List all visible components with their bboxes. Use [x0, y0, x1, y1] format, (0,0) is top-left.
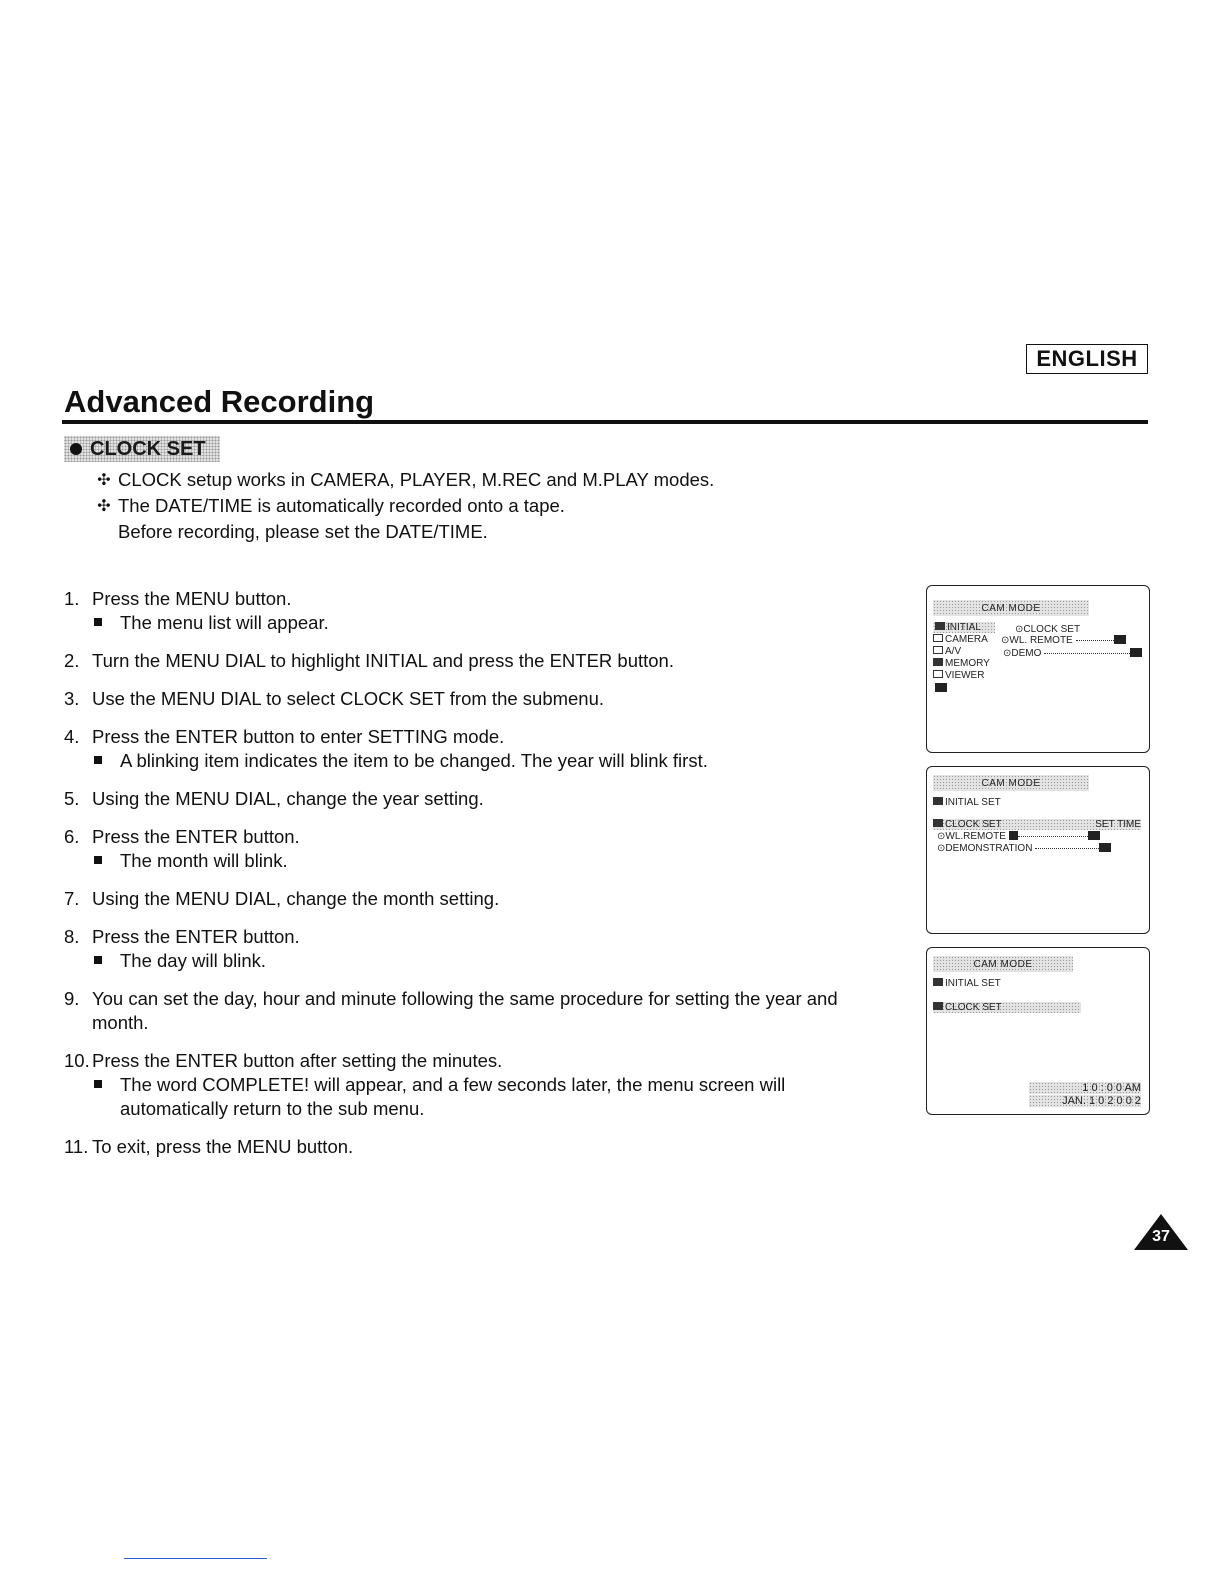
step-note [92, 849, 874, 873]
menu-screen-3 [926, 947, 1150, 1115]
step-text: Press the ENTER button. [92, 926, 300, 947]
square-bullet-icon [94, 756, 102, 764]
step-text: Turn the MENU DIAL to highlight INITIAL and press the ENTER button. [92, 650, 674, 671]
step-note [92, 611, 874, 635]
square-bullet-icon [94, 856, 102, 864]
folder-icon [933, 658, 943, 666]
date-readout: JAN. 1 0 2 0 0 2 [1029, 1095, 1141, 1107]
folder-icon [933, 819, 943, 827]
page-title: Advanced Recording [64, 384, 375, 419]
menu-row-viewer: VIEWER [933, 670, 984, 681]
step-text: Use the MENU DIAL to select CLOCK SET from the submenu. [92, 688, 605, 709]
intro-item [90, 493, 850, 519]
folder-icon [933, 1002, 943, 1010]
step-text: Using the MENU DIAL, change the month setting. [92, 888, 500, 909]
menu-row-av: A/V [933, 646, 961, 657]
submenu-demo: ⊙DEMO [1003, 648, 1142, 659]
step-11 [64, 1135, 874, 1159]
intro-item-text: The DATE/TIME is automatically recorded onto a tape. [118, 495, 565, 516]
step-number: 5. [64, 788, 80, 809]
intro-item-text: CLOCK setup works in CAMERA, PLAYER, M.REC and M.PLAY modes. [118, 469, 715, 490]
step-note [92, 949, 874, 973]
item-wl-remote: ⊙WL.REMOTE [937, 831, 1100, 842]
step-number: 4. [64, 726, 80, 747]
value-badge-icon [1099, 843, 1111, 852]
mode-bar: CAM MODE [933, 956, 1073, 972]
section-heading-text: CLOCK SET [90, 437, 206, 460]
step-text: Press the ENTER button after setting the minutes. [92, 1050, 503, 1071]
submenu-clock-set: ⊙CLOCK SET [1015, 624, 1081, 635]
step-10 [64, 1049, 874, 1121]
bullet-dot-icon [70, 443, 82, 455]
step-number: 6. [64, 826, 80, 847]
menu-row-memory: MEMORY [933, 658, 990, 669]
step-7 [64, 887, 874, 911]
step-text: Press the ENTER button. [92, 826, 300, 847]
step-number: 3. [64, 688, 80, 709]
step-3 [64, 687, 874, 711]
step-number: 1. [64, 588, 80, 609]
step-note-text: The menu list will appear. [120, 612, 329, 633]
mode-bar: CAM MODE [933, 775, 1089, 791]
section-label: INITIAL SET [933, 978, 1001, 989]
clock-set-value: SET TIME [1095, 819, 1141, 830]
step-note [92, 1073, 874, 1121]
menu-screen-2 [926, 766, 1150, 934]
step-note-text: The day will blink. [120, 950, 267, 971]
step-text: You can set the day, hour and minute following the same procedure for setting the year and month. [92, 988, 838, 1033]
mode-bar: CAM MODE [933, 600, 1089, 616]
section-heading [64, 436, 220, 462]
step-text: Press the ENTER button to enter SETTING mode. [92, 726, 505, 747]
square-bullet-icon [94, 618, 102, 626]
step-number: 2. [64, 650, 80, 671]
step-9 [64, 987, 874, 1035]
folder-icon [933, 978, 943, 986]
menu-row-camera: CAMERA [933, 634, 988, 645]
return-icon [935, 683, 947, 694]
folder-icon [933, 670, 943, 678]
step-text: Using the MENU DIAL, change the year setting. [92, 788, 484, 809]
step-number: 9. [64, 988, 80, 1009]
item-demonstration: ⊙DEMONSTRATION [937, 843, 1111, 854]
intro-notes [90, 467, 850, 544]
step-1 [64, 587, 874, 635]
folder-icon [935, 622, 945, 630]
step-number: 10. [64, 1050, 90, 1071]
value-badge-icon [1114, 635, 1126, 644]
four-point-star-icon: ✣ [97, 472, 111, 489]
step-note-text: A blinking item indicates the item to be changed. The year will blink first. [120, 750, 708, 771]
language-label: ENGLISH [1026, 344, 1148, 374]
step-6 [64, 825, 874, 873]
page-number: 37 [1152, 1228, 1170, 1245]
intro-item [90, 467, 850, 493]
item-clock-set: CLOCK SET [933, 1002, 1081, 1013]
step-5 [64, 787, 874, 811]
value-badge-icon [1130, 648, 1142, 657]
folder-icon [933, 797, 943, 805]
intro-subnote: Before recording, please set the DATE/TIME. [118, 521, 488, 542]
folder-icon [933, 646, 943, 654]
submenu-wl-remote: ⊙WL. REMOTE [1001, 635, 1126, 646]
step-8 [64, 925, 874, 973]
step-number: 11. [64, 1136, 89, 1157]
step-number: 7. [64, 888, 80, 909]
step-4 [64, 725, 874, 773]
step-text: Press the MENU button. [92, 588, 292, 609]
time-readout: 1 0 : 0 0 AM [1029, 1082, 1141, 1094]
square-bullet-icon [94, 1080, 102, 1088]
menu-row-initial: INITIAL [933, 622, 995, 633]
square-bullet-icon [94, 956, 102, 964]
section-label: INITIAL SET [933, 797, 1001, 808]
menu-screen-1 [926, 585, 1150, 753]
step-note [92, 749, 874, 773]
step-number: 8. [64, 926, 80, 947]
step-note-text: The word COMPLETE! will appear, and a few seconds later, the menu screen will automatically return to the sub menu. [120, 1074, 786, 1119]
item-clock-set: CLOCK SET SET TIME [933, 819, 1141, 830]
step-text: To exit, press the MENU button. [92, 1136, 354, 1157]
title-divider [62, 420, 1148, 424]
step-note-text: The month will blink. [120, 850, 288, 871]
folder-icon [933, 634, 943, 642]
value-badge-icon [1088, 831, 1100, 840]
step-2 [64, 649, 874, 673]
footer-rule [124, 1558, 267, 1559]
four-point-star-icon: ✣ [97, 498, 111, 515]
steps-list [64, 587, 874, 1173]
